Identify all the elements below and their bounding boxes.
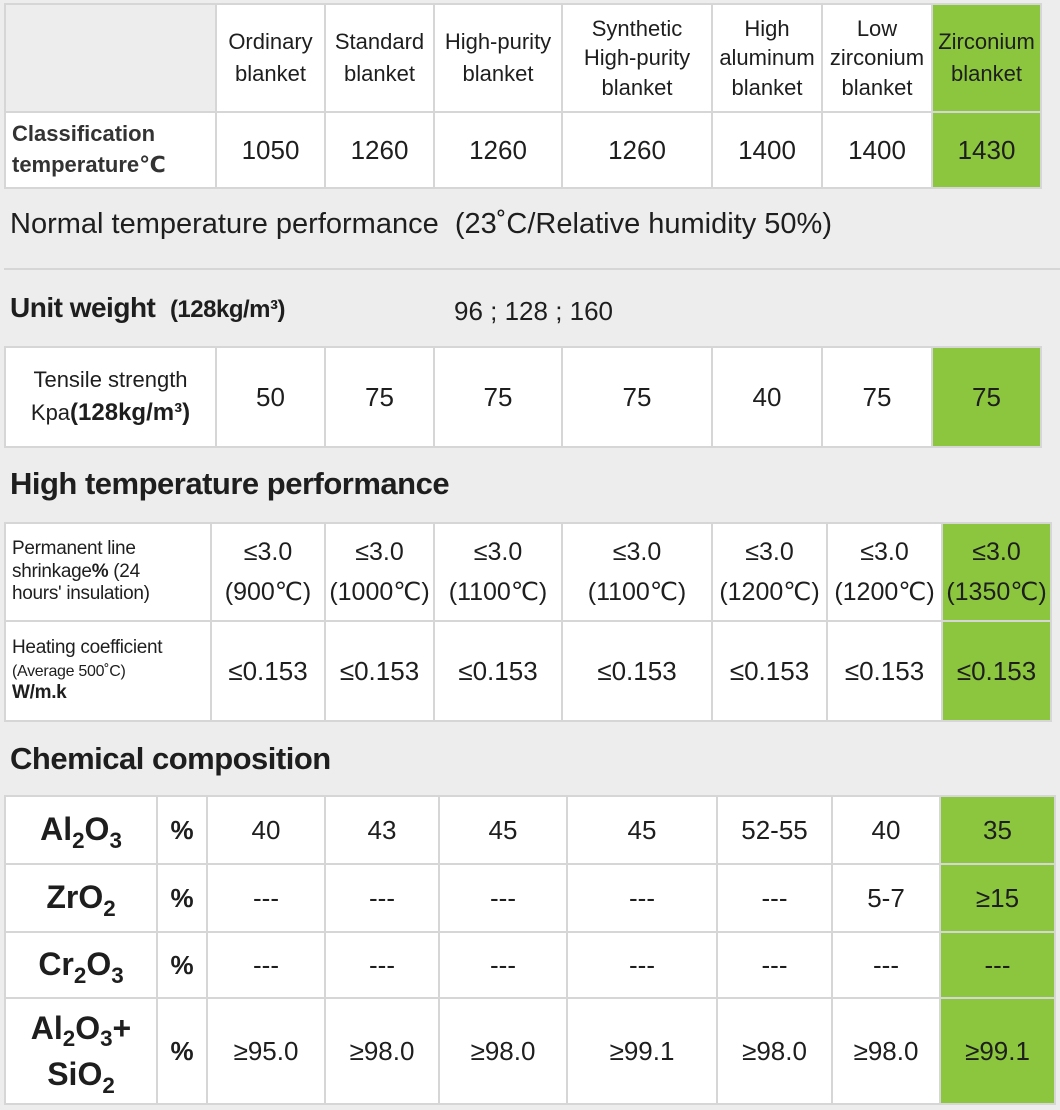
classification-value: 1260 xyxy=(562,112,712,188)
chem-row-cr2o3 xyxy=(5,932,1055,998)
unit-percent: % xyxy=(157,932,207,998)
chem-value: --- xyxy=(832,932,940,998)
tensile-value: 50 xyxy=(216,347,325,447)
chem-value: --- xyxy=(439,864,567,932)
chem-value: --- xyxy=(567,932,717,998)
classification-value: 1400 xyxy=(712,112,822,188)
heating-value: ≤0.153 xyxy=(434,621,562,721)
chem-value: 40 xyxy=(207,796,325,864)
header-row xyxy=(5,4,1041,112)
col-header-standard: Standard blanket xyxy=(325,4,434,112)
col-header-zirconium: Zirconium blanket xyxy=(932,4,1041,112)
shrinkage-value: ≤3.0 (1350℃) xyxy=(942,523,1051,621)
chem-value: --- xyxy=(940,932,1055,998)
header-table xyxy=(4,3,1042,189)
formula-zro2: ZrO$_2$ xyxy=(5,864,157,932)
normal-performance-title xyxy=(10,208,832,241)
chem-value: ≥98.0 xyxy=(325,998,439,1104)
shrinkage-row xyxy=(5,523,1051,621)
heating-label: Heating coefficient (Average 500˚C) W/m.k xyxy=(5,621,211,721)
unit-percent: % xyxy=(157,864,207,932)
tensile-table xyxy=(4,346,1042,448)
shrinkage-label: Permanent line shrinkage% (24 hours' insulation) xyxy=(5,523,211,621)
chem-value: --- xyxy=(717,864,832,932)
header-corner-cell xyxy=(5,4,216,112)
col-header-high-purity: High-purity blanket xyxy=(434,4,562,112)
high-performance-title: High temperature performance xyxy=(10,466,450,501)
heating-value: ≤0.153 xyxy=(325,621,434,721)
chem-value: --- xyxy=(325,864,439,932)
heating-row xyxy=(5,621,1051,721)
tensile-value: 75 xyxy=(325,347,434,447)
chem-value: 45 xyxy=(439,796,567,864)
chem-row-al2o3-sio2 xyxy=(5,998,1055,1104)
chem-value: ≥95.0 xyxy=(207,998,325,1104)
normal-performance-label: Normal temperature performance xyxy=(10,208,439,240)
formula-al2o3: $Al_2O_3$ xyxy=(5,796,157,864)
chemical-title: Chemical composition xyxy=(10,741,331,776)
heating-value: ≤0.153 xyxy=(827,621,942,721)
unit-weight-value: 96 ; 128 ; 160 xyxy=(454,296,614,326)
chemical-table xyxy=(4,795,1056,1105)
chem-value: 35 xyxy=(940,796,1055,864)
chem-value: ≥98.0 xyxy=(439,998,567,1104)
unit-weight-label: Unit weight (128kg/m³) xyxy=(10,292,285,323)
shrinkage-value: ≤3.0 (1100℃) xyxy=(434,523,562,621)
chem-value: --- xyxy=(207,864,325,932)
heating-value: ≤0.153 xyxy=(562,621,712,721)
chem-value: ≥98.0 xyxy=(717,998,832,1104)
classification-value: 1430 xyxy=(932,112,1041,188)
classification-value: 1050 xyxy=(216,112,325,188)
classification-label: Classification temperature℃ xyxy=(5,112,216,188)
chem-value: --- xyxy=(325,932,439,998)
col-header-low-zirconium: Low zirconium blanket xyxy=(822,4,932,112)
chem-value: 40 xyxy=(832,796,940,864)
normal-performance-condition: (23˚C/Relative humidity 50%) xyxy=(454,208,833,240)
chem-value: 52-55 xyxy=(717,796,832,864)
section-divider xyxy=(4,268,1060,270)
col-header-synthetic-high-purity: Synthetic High-purity blanket xyxy=(562,4,712,112)
classification-value: 1400 xyxy=(822,112,932,188)
chem-value: 43 xyxy=(325,796,439,864)
chem-row-zro2 xyxy=(5,864,1055,932)
unit-percent: % xyxy=(157,796,207,864)
col-header-high-aluminum: High aluminum blanket xyxy=(712,4,822,112)
unit-percent: % xyxy=(157,998,207,1104)
classification-value: 1260 xyxy=(434,112,562,188)
chem-value: --- xyxy=(439,932,567,998)
unit-weight-row xyxy=(10,292,285,324)
shrinkage-value: ≤3.0 (1100℃) xyxy=(562,523,712,621)
shrinkage-value: ≤3.0 (1200℃) xyxy=(712,523,827,621)
formula-cr2o3: $Cr_2O_3$ xyxy=(5,932,157,998)
chem-value: 5-7 xyxy=(832,864,940,932)
heating-value: ≤0.153 xyxy=(712,621,827,721)
chem-value: --- xyxy=(567,864,717,932)
shrinkage-value: ≤3.0 (1200℃) xyxy=(827,523,942,621)
tensile-value: 40 xyxy=(712,347,822,447)
chem-value: 45 xyxy=(567,796,717,864)
shrinkage-value: ≤3.0 (900℃) xyxy=(211,523,325,621)
high-temp-table xyxy=(4,522,1052,722)
tensile-value: 75 xyxy=(932,347,1041,447)
heating-value: ≤0.153 xyxy=(211,621,325,721)
chem-value: ≥99.1 xyxy=(567,998,717,1104)
heating-value: ≤0.153 xyxy=(942,621,1051,721)
chem-value: --- xyxy=(207,932,325,998)
tensile-value: 75 xyxy=(822,347,932,447)
tensile-row xyxy=(5,347,1041,447)
tensile-value: 75 xyxy=(562,347,712,447)
chem-value: ≥15 xyxy=(940,864,1055,932)
chem-value: --- xyxy=(717,932,832,998)
col-header-ordinary: Ordinary blanket xyxy=(216,4,325,112)
chem-row-al2o3 xyxy=(5,796,1055,864)
formula-al2o3-sio2: $Al_2O_3+$ SiO$_2$ xyxy=(5,998,157,1104)
chem-value: ≥99.1 xyxy=(940,998,1055,1104)
classification-row xyxy=(5,112,1041,188)
tensile-label: Tensile strength Kpa(128kg/m³) xyxy=(5,347,216,447)
shrinkage-value: ≤3.0 (1000℃) xyxy=(325,523,434,621)
tensile-value: 75 xyxy=(434,347,562,447)
chem-value: ≥98.0 xyxy=(832,998,940,1104)
classification-value: 1260 xyxy=(325,112,434,188)
